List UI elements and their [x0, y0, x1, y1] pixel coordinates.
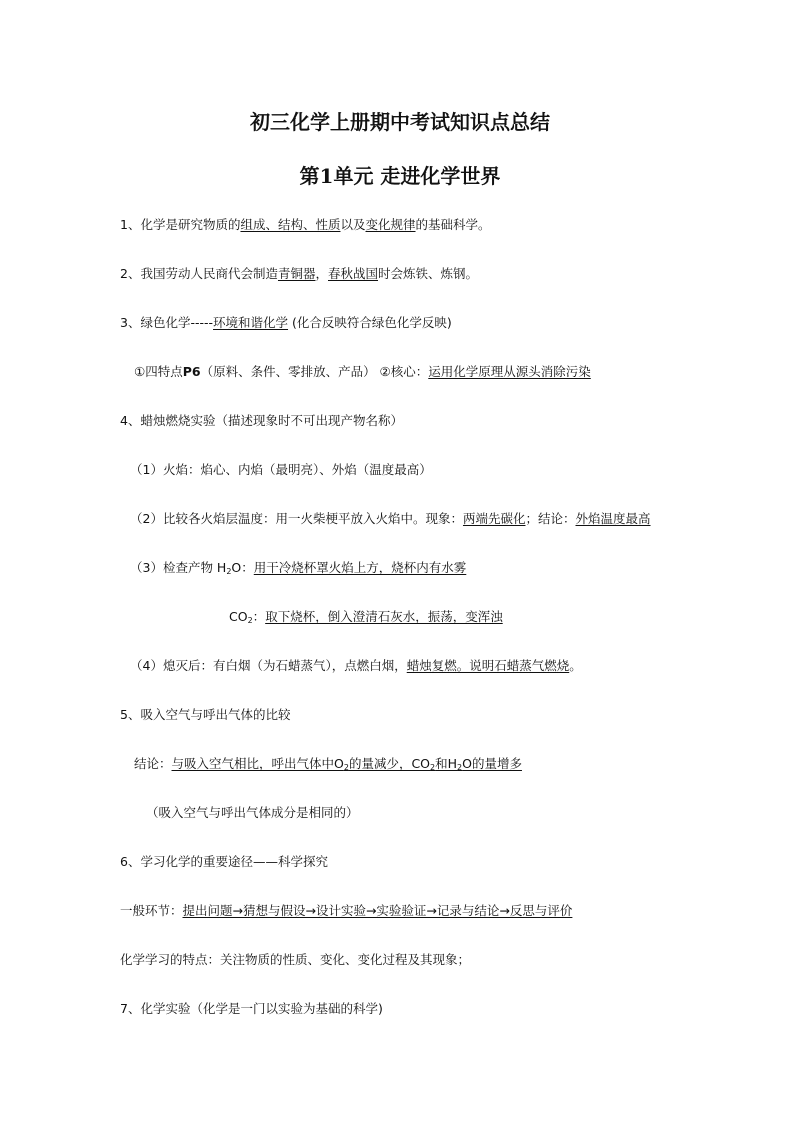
- subscript: 2: [457, 763, 463, 772]
- underlined-text: 用干冷烧杯罩火焰上方，烧杯内有水雾: [253, 560, 467, 575]
- point-4: 4、蜡烛燃烧实验（描述现象时不可出现产物名称）: [120, 413, 403, 428]
- text: 。: [569, 658, 582, 673]
- text: O的量增多: [462, 756, 522, 771]
- text: ①四特点: [134, 364, 183, 379]
- text: 2、我国劳动人民商代会制造: [120, 266, 278, 281]
- subscript: 2: [226, 567, 232, 576]
- text: ，: [315, 266, 328, 281]
- point-6-steps: [120, 902, 572, 920]
- text: ：: [252, 609, 266, 624]
- underlined-text: 取下烧杯，倒入澄清石灰水，振荡，变浑浊: [265, 609, 503, 624]
- point-4-4: [130, 657, 582, 675]
- text: （4）熄灭后：有白烟（为石蜡蒸气），点燃白烟，: [130, 658, 407, 673]
- point-2: [120, 265, 478, 283]
- underlined-text: 青铜器: [277, 266, 316, 281]
- document-title: 初三化学上册期中考试知识点总结: [250, 110, 550, 134]
- text: 结论：: [134, 756, 172, 771]
- text: 的基础科学。: [415, 217, 491, 232]
- text: 时会炼铁、炼钢。: [378, 266, 479, 281]
- text: 3、绿色化学-----: [120, 315, 214, 330]
- bold-text: P6: [182, 364, 201, 379]
- text: （3）检查产物 H: [130, 560, 227, 575]
- underlined-text: 运用化学原理从源头消除污染: [428, 364, 591, 379]
- text: ；结论：: [525, 511, 576, 526]
- text: CO: [229, 609, 248, 624]
- point-4-3: [130, 559, 466, 581]
- subscript: 2: [343, 763, 349, 772]
- text: 与吸入空气相比，呼出气体中O: [171, 756, 344, 771]
- text: 的量减少，CO: [348, 756, 431, 771]
- text: (化合反映符合绿色化学反映): [288, 315, 452, 330]
- subscript: 2: [247, 616, 253, 625]
- underlined-text: 提出问题→猜想与假设→设计实验→实验验证→记录与结论→反思与评价: [182, 903, 573, 918]
- point-5-conclusion: [134, 755, 522, 777]
- text: O：: [231, 560, 254, 575]
- point-4-2: [130, 510, 651, 528]
- point-5-note: （吸入空气与呼出气体成分是相同的）: [146, 805, 359, 820]
- underlined-text: 春秋战国: [328, 266, 379, 281]
- text: 和H: [435, 756, 458, 771]
- subscript: 2: [430, 763, 436, 772]
- text: 以及: [340, 217, 366, 232]
- text: （原料、条件、零排放、产品） ②核心：: [200, 364, 429, 379]
- underlined-text: 外焰温度最高: [575, 511, 651, 526]
- underlined-text: 两端先碳化: [462, 511, 526, 526]
- point-3-details: [134, 363, 591, 381]
- point-4-3-co2: [229, 608, 503, 630]
- point-3: [120, 314, 452, 332]
- underlined-text: 组成、结构、性质: [240, 217, 341, 232]
- underlined-text: 蜡烛复燃。说明石蜡蒸气燃烧: [406, 658, 570, 673]
- underlined-text: 环境和谐化学: [213, 315, 289, 330]
- point-6: 6、学习化学的重要途径——科学探究: [120, 854, 328, 869]
- underlined-text: [172, 756, 522, 771]
- text: 一般环节：: [120, 903, 183, 918]
- point-1: [120, 216, 491, 234]
- unit-title: 第1单元 走进化学世界: [299, 164, 501, 188]
- text: 1、化学是研究物质的: [120, 217, 241, 232]
- text: （2）比较各火焰层温度：用一火柴梗平放入火焰中。现象：: [130, 511, 463, 526]
- point-7: 7、化学实验（化学是一门以实验为基础的科学): [120, 1001, 383, 1016]
- point-6-features: 化学学习的特点：关注物质的性质、变化、变化过程及其现象；: [120, 952, 471, 967]
- point-5: 5、吸入空气与呼出气体的比较: [120, 707, 291, 722]
- point-4-1: （1）火焰：焰心、内焰（最明亮）、外焰（温度最高）: [130, 462, 432, 477]
- underlined-text: 变化规律: [365, 217, 416, 232]
